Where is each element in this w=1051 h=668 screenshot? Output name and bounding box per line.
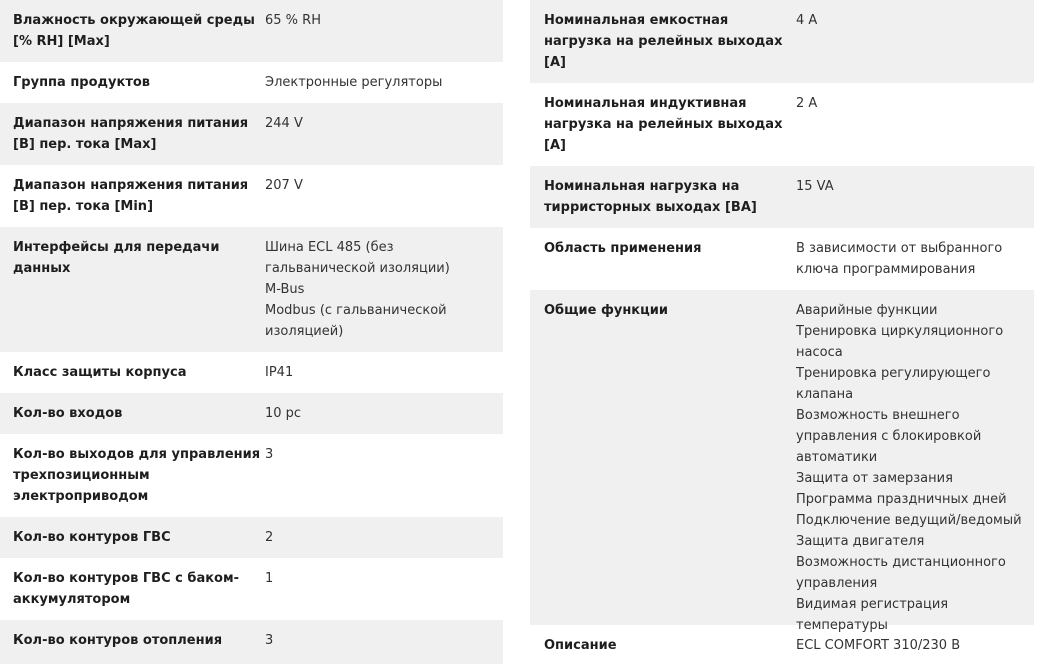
spec-row <box>530 166 1034 228</box>
spec-value: Аварийные функции Тренировка циркуляционного насоса Тренировка регулирующего клапана Возможность внешнего управления с блокировкой автоматики Защита от замерзания Программа праздничных дней Подключение ведущий/ведомый Защита двигателя Возможность дистанционного управления Видимая регистрация температуры <box>796 303 1022 633</box>
spec-label: Область применения <box>544 241 702 256</box>
spec-label: Группа продуктов <box>13 75 151 90</box>
spec-value: 4 A <box>796 13 818 28</box>
spec-row <box>530 83 1034 166</box>
spec-label: Кол-во входов <box>13 406 123 421</box>
spec-row <box>0 558 503 620</box>
spec-value: IP41 <box>265 365 294 380</box>
spec-value: 3 <box>265 447 274 462</box>
spec-row <box>0 103 503 165</box>
spec-label: Номинальная индуктивная нагрузка на релейных выходах [А] <box>544 96 783 153</box>
spec-row <box>530 290 1034 633</box>
spec-label: Номинальная емкостная нагрузка на релейных выходах [А] <box>544 13 783 70</box>
spec-row <box>0 227 503 352</box>
spec-row <box>0 517 503 558</box>
spec-label: Номинальная нагрузка на тирристорных выходах [ВА] <box>544 179 757 215</box>
spec-value: 65 % RH <box>265 13 321 28</box>
spec-value: 10 pc <box>265 406 302 421</box>
spec-value: ECL COMFORT 310/230 B <box>796 638 961 653</box>
specs-table-left <box>0 0 503 664</box>
spec-label: Описание <box>544 638 617 653</box>
spec-row <box>0 165 503 227</box>
specs-table-right <box>530 0 1034 667</box>
spec-value: 244 V <box>265 116 303 131</box>
spec-label: Кол-во контуров ГВС с баком-аккумулятором <box>13 571 240 607</box>
spec-label: Интерфейсы для передачи данных <box>13 240 220 276</box>
spec-row <box>0 620 503 664</box>
spec-label: Класс защиты корпуса <box>13 365 187 380</box>
spec-value: 2 A <box>796 96 818 111</box>
spec-row <box>530 228 1034 290</box>
spec-row <box>0 434 503 517</box>
spec-value: 1 <box>265 571 274 586</box>
spec-row <box>0 393 503 434</box>
spec-label: Кол-во контуров ГВС <box>13 530 171 545</box>
spec-label: Диапазон напряжения питания [В] пер. тока [Max] <box>13 116 249 152</box>
spec-label: Диапазон напряжения питания [В] пер. тока [Min] <box>13 178 249 214</box>
spec-row <box>0 0 503 62</box>
spec-value: 2 <box>265 530 274 545</box>
spec-label: Кол-во контуров отопления <box>13 633 223 648</box>
spec-label: Общие функции <box>544 303 668 318</box>
spec-value: Электронные регуляторы <box>265 75 443 90</box>
spec-label: Кол-во выходов для управления трехпозиционным электроприводом <box>13 447 261 504</box>
spec-value: 15 VA <box>796 179 834 194</box>
spec-value: В зависимости от выбранного ключа программирования <box>796 241 1003 277</box>
spec-value: Шина ECL 485 (без гальванической изоляции) M-Bus Modbus (с гальванической изоляцией) <box>265 240 450 339</box>
spec-row <box>530 0 1034 83</box>
spec-label: Влажность окружающей среды [% RH] [Max] <box>13 13 255 49</box>
spec-row <box>0 62 503 103</box>
spec-value: 207 V <box>265 178 303 193</box>
spec-row <box>0 352 503 393</box>
spec-value: 3 <box>265 633 274 648</box>
